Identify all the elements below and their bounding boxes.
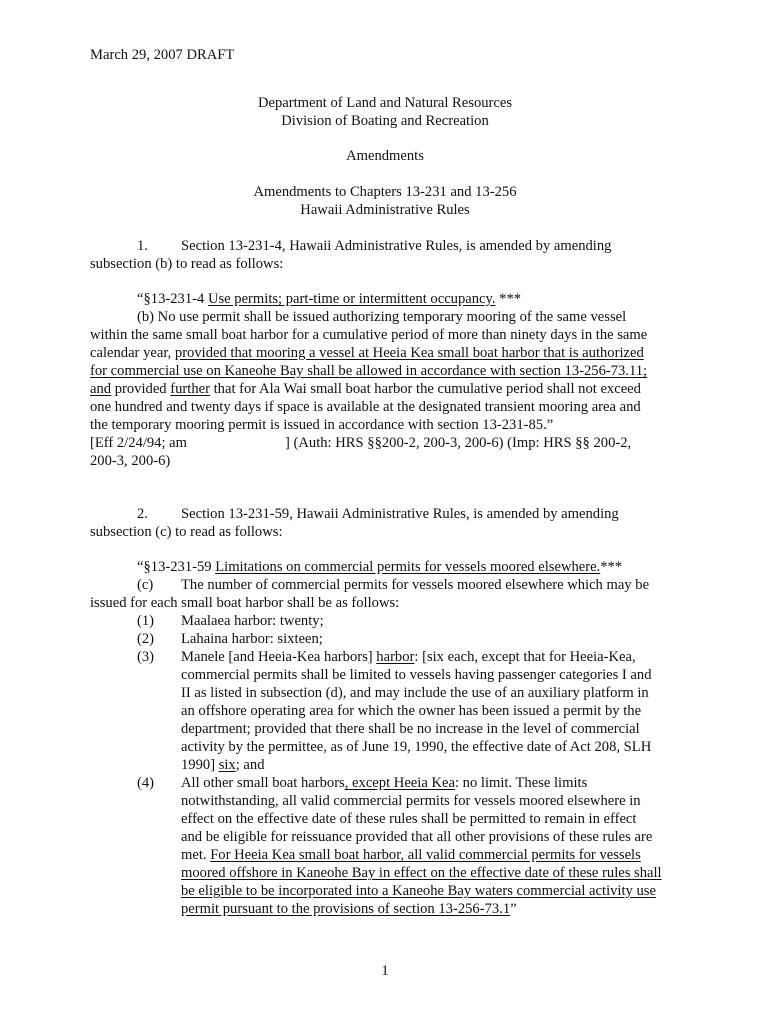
section-1-b-line: one hundred and twenty days if space is available at the designated transient mooring area and bbox=[90, 399, 641, 415]
draft-date: March 29, 2007 DRAFT bbox=[90, 47, 235, 63]
inserted-text: , except Heeia Kea bbox=[344, 775, 455, 791]
list-item-text: permit pursuant to the provisions of section 13-256-73.1” bbox=[181, 901, 517, 917]
list-item-number: (4) bbox=[137, 775, 155, 791]
list-item-text: and be eligible for reissuance provided that all other provisions of these rules are bbox=[181, 829, 653, 845]
inserted-text: six bbox=[218, 757, 236, 773]
section-2-c-line: issued for each small boat harbor shall be as follows: bbox=[90, 595, 400, 611]
inserted-text: further bbox=[170, 381, 210, 397]
page-number: 1 bbox=[381, 963, 389, 979]
list-item-text: II as listed in subsection (d), and may include the use of an auxiliary platform in bbox=[181, 685, 649, 701]
section-2-rule-heading: “§13-231-59 Limitations on commercial permits for vessels moored elsewhere.*** bbox=[137, 559, 623, 575]
department-title: Department of Land and Natural Resources bbox=[257, 95, 513, 111]
section-1-rule-heading: “§13-231-4 Use permits; part-time or intermittent occupancy. *** bbox=[137, 291, 522, 307]
list-item-number: (2) bbox=[137, 631, 155, 647]
section-1-b-line: calendar year, provided that mooring a vessel at Heeia Kea small boat harbor that is authorized bbox=[90, 345, 644, 361]
section-1-eff-note: [Eff 2/24/94; am bbox=[90, 435, 188, 451]
list-item-text: department; provided that there shall be no increase in the level of commercial bbox=[181, 721, 640, 737]
inserted-text: and bbox=[90, 381, 112, 397]
list-item-number: (1) bbox=[137, 613, 155, 629]
inserted-text: permit pursuant to the provisions of section 13-256-73.1 bbox=[181, 901, 511, 917]
section-2-intro: Section 13-231-59, Hawaii Administrative Rules, is amended by amending bbox=[181, 506, 619, 522]
list-item-text: Maalaea harbor: twenty; bbox=[181, 613, 324, 629]
section-2-c-label: (c) bbox=[137, 577, 154, 593]
section-2-rule-title: Limitations on commercial permits for vessels moored elsewhere. bbox=[215, 559, 601, 575]
inserted-text: moored offshore in Kaneohe Bay in effect on the effective date of these rules shall bbox=[181, 865, 662, 881]
list-item-text: All other small boat harbors, except Heeia Kea: no limit. These limits bbox=[181, 775, 588, 791]
section-1-b-line: the temporary mooring permit is issued in accordance with section 13-231-85.” bbox=[90, 417, 554, 433]
section-1-auth-note-cont: 200-3, 200-6) bbox=[90, 453, 171, 469]
list-item-text: activity by the permittee, as of June 19, 1990, the effective date of Act 208, SLH bbox=[181, 739, 652, 755]
section-1-intro-cont: subsection (b) to read as follows: bbox=[90, 256, 284, 272]
section-1-b-line: within the same small boat harbor for a cumulative period of more than ninety days in the same bbox=[90, 327, 648, 343]
list-item-text bbox=[181, 864, 662, 882]
list-item-text: commercial permits shall be limited to vessels having passenger categories I and bbox=[181, 667, 652, 683]
amendments-subheading-1: Amendments to Chapters 13-231 and 13-256 bbox=[253, 184, 517, 200]
inserted-text: harbor bbox=[376, 649, 415, 665]
inserted-text: for commercial use on Kaneohe Bay shall be allowed in accordance with section 13-256-73.11; bbox=[90, 363, 648, 379]
inserted-text: For Heeia Kea small boat harbor, all valid commercial permits for vessels bbox=[210, 847, 641, 863]
section-1-b-line bbox=[90, 362, 647, 380]
list-item-text: notwithstanding, all valid commercial permits for vessels moored elsewhere in bbox=[181, 793, 641, 809]
section-2-intro-cont: subsection (c) to read as follows: bbox=[90, 524, 283, 540]
inserted-text: be eligible to be incorporated into a Kaneohe Bay waters commercial activity use bbox=[181, 883, 656, 899]
section-2-c-line: The number of commercial permits for vessels moored elsewhere which may be bbox=[181, 577, 650, 593]
section-1-number: 1. bbox=[137, 238, 148, 254]
section-2-number: 2. bbox=[137, 506, 148, 522]
section-1-intro: Section 13-231-4, Hawaii Administrative Rules, is amended by amending bbox=[181, 238, 612, 254]
list-item-text: Lahaina harbor: sixteen; bbox=[181, 631, 323, 647]
list-item-number: (3) bbox=[137, 649, 155, 665]
list-item-text: met. For Heeia Kea small boat harbor, all valid commercial permits for vessels bbox=[181, 847, 641, 863]
amendments-heading: Amendments bbox=[346, 148, 424, 164]
list-item-text: Manele [and Heeia-Kea harbors] harbor: [six each, except that for Heeia-Kea, bbox=[181, 649, 636, 665]
amendments-subheading-2: Hawaii Administrative Rules bbox=[300, 202, 470, 218]
section-1-auth-note: ] (Auth: HRS §§200-2, 200-3, 200-6) (Imp: HRS §§ 200-2, bbox=[285, 435, 632, 451]
section-1-rule-title: Use permits; part-time or intermittent occupancy. bbox=[207, 291, 496, 307]
list-item-text: an offshore operating area for which the owner has been issued a permit by the bbox=[181, 703, 642, 719]
division-title: Division of Boating and Recreation bbox=[281, 113, 489, 129]
list-item-text: effect on the effective date of these rules shall be permitted to remain in effect bbox=[181, 811, 637, 827]
list-item-text: 1990] six; and bbox=[181, 757, 265, 773]
inserted-text: provided that mooring a vessel at Heeia Kea small boat harbor that is authorized bbox=[174, 345, 644, 361]
section-1-b-line: (b) No use permit shall be issued authorizing temporary mooring of the same vessel bbox=[137, 309, 627, 325]
section-1-b-line: and provided further that for Ala Wai small boat harbor the cumulative period shall not exceed bbox=[90, 381, 641, 397]
list-item-text bbox=[181, 882, 656, 900]
